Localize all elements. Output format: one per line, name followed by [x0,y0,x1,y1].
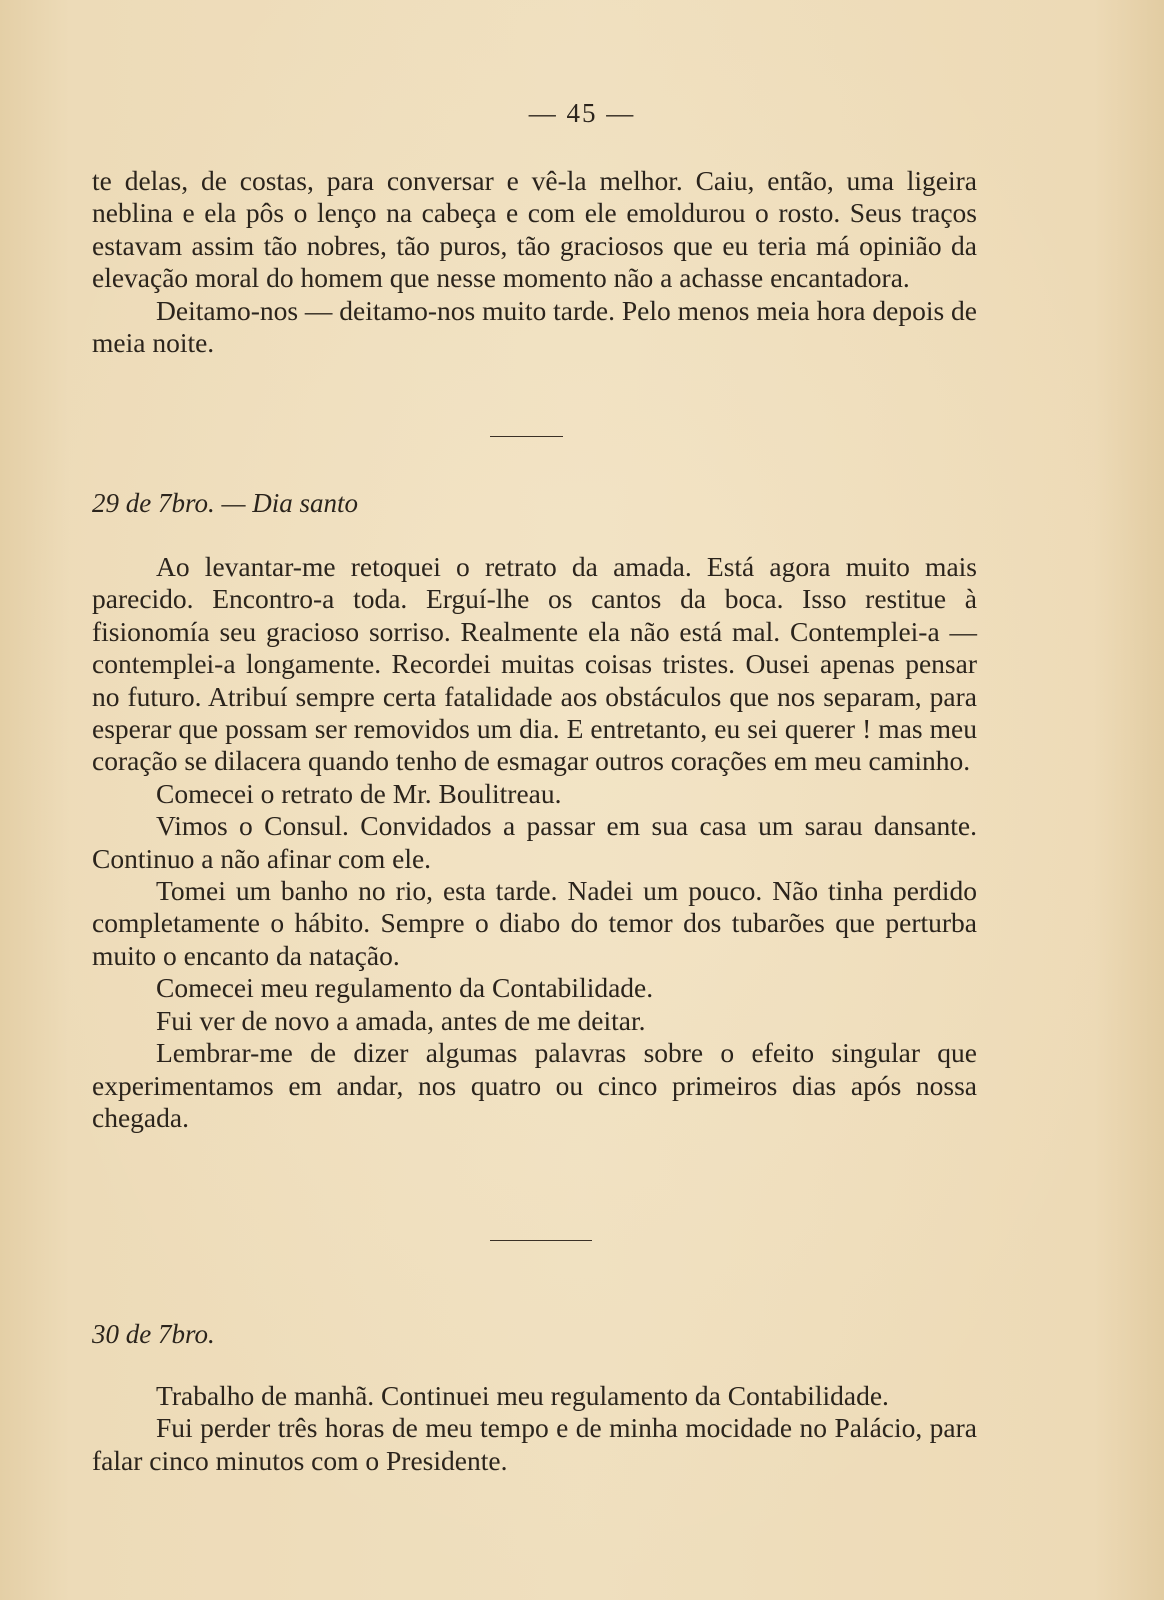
entry-heading: 29 de 7bro. — Dia santo [92,488,359,518]
paragraph: te delas, de costas, para conversar e vê-la melhor. Caiu, então, uma ligeira neblina e ela pôs o lenço na cabeça e com ele emoldurou o rosto. Seus traços estavam assim tão nobres, tão puros, tão graciosos que eu teria má opinião da elevação moral do homem que nesse momento não a achasse encantadora. [92,165,977,294]
continuation-text [92,165,977,359]
section-divider [490,436,563,437]
page-number: — 45 — [528,98,636,128]
paragraph: Ao levantar-me retoquei o retrato da amada. Está agora muito mais parecido. Encontro-a toda. Erguí-lhe os cantos da boca. Isso restitue à fisionomía seu gracioso sorriso. Realmente ela não está mal. Contemplei-a — contemplei-a longamente. Recordei muitas coisas tristes. Ousei apenas pensar no futuro. Atribuí sempre certa fatalidade aos obstáculos que nos separam, para esperar que possam ser removidos um dia. E entretanto, eu sei querer ! mas meu coração se dilacera quando tenho de esmagar outros corações em meu caminho. [92,551,977,777]
paragraph: Fui ver de novo a amada, antes de me deitar. [156,1004,646,1036]
paragraph: Comecei o retrato de Mr. Boulitreau. [156,777,562,809]
paragraph: Vimos o Consul. Convidados a passar em sua casa um sarau dansante. Continuo a não afinar com ele. [92,810,977,874]
paragraph: Comecei meu regulamento da Contabilidade. [156,972,654,1004]
entry-body [92,551,977,1134]
paragraph: Deitamo-nos — deitamo-nos muito tarde. Pelo menos meia hora depois de meia noite. [92,294,977,359]
paragraph: Trabalho de manhã. Continuei meu regulamento da Contabilidade. [156,1380,889,1411]
entry-heading: 30 de 7bro. [92,1319,215,1349]
paragraph: Fui perder três horas de meu tempo e de minha mocidade no Palácio, para falar cinco minutos com o Presidente. [92,1412,977,1476]
paragraph: Lembrar-me de dizer algumas palavras sobre o efeito singular que experimentamos em andar, nos quatro ou cinco primeiros dias após nossa chegada. [92,1037,977,1133]
entry-body [92,1380,977,1477]
paragraph: Tomei um banho no rio, esta tarde. Nadei um pouco. Não tinha perdido completamente o hábito. Sempre o diabo do temor dos tubarões que perturba muito o encanto da natação. [92,875,977,971]
section-divider [490,1240,592,1241]
